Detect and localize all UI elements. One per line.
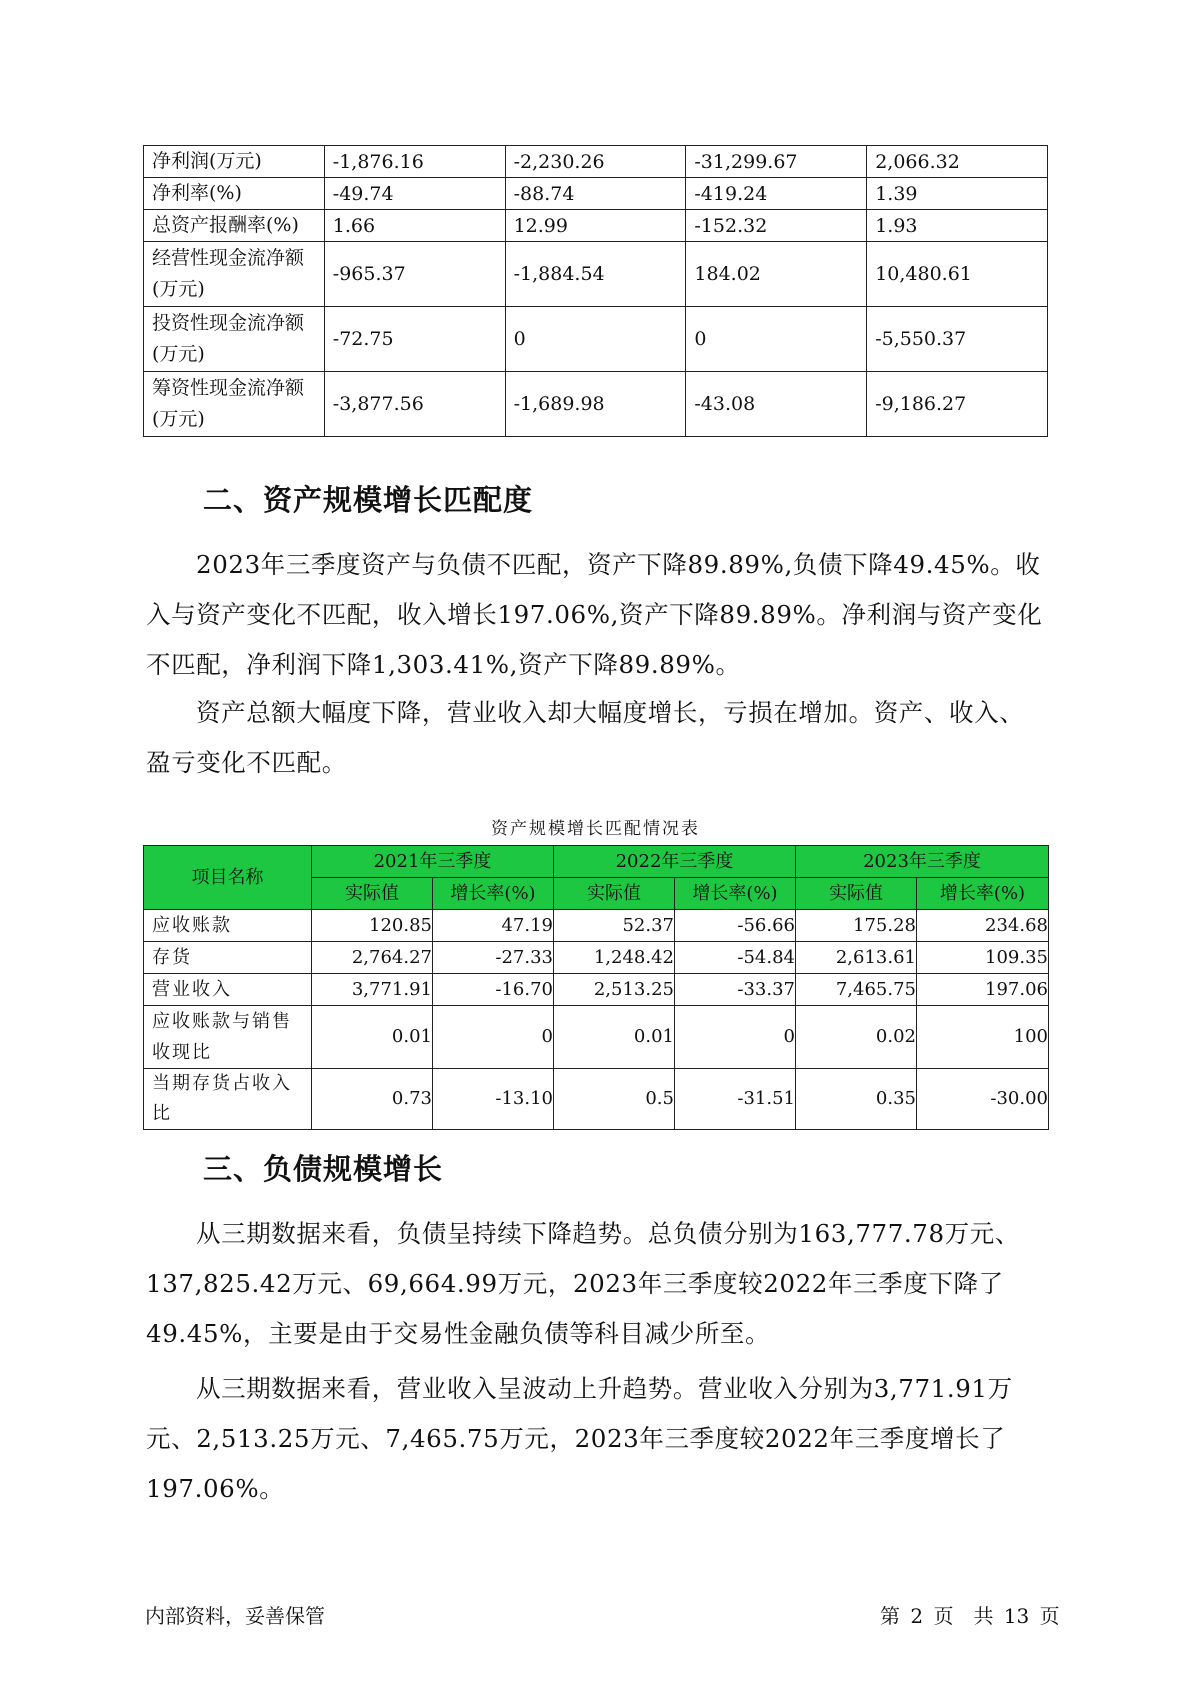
table-cell: 0	[686, 307, 867, 372]
paragraph: 2023年三季度资产与负债不匹配，资产下降89.89%,负债下降49.45%。收入与资产变化不匹配，收入增长197.06%,资产下降89.89%。净利润与资产变化不匹配，净利润下降1,303.41%,资产下降89.89%。	[146, 550, 1043, 679]
asset-growth-match-table	[143, 845, 1049, 1130]
table-cell: 2,613.61	[796, 942, 917, 974]
table-cell: -1,689.98	[505, 372, 686, 437]
table-cell: 10,480.61	[867, 242, 1048, 307]
table-cell: 2,513.25	[554, 974, 675, 1006]
table-cell: -3,877.56	[324, 372, 505, 437]
table-cell: 0	[433, 1006, 554, 1069]
table-cell: -9,186.27	[867, 372, 1048, 437]
table-cell: 47.19	[433, 910, 554, 942]
row-label: 应收账款	[144, 910, 312, 942]
table-cell: 0	[505, 307, 686, 372]
table-cell: 1.66	[324, 210, 505, 242]
table-cell: 1,248.42	[554, 942, 675, 974]
table-row	[144, 242, 1048, 307]
table-row	[144, 178, 1048, 210]
header-actual: 实际值	[554, 878, 675, 910]
table-cell: 1.39	[867, 178, 1048, 210]
financial-indicators-table	[143, 145, 1048, 437]
table-cell: -56.66	[675, 910, 796, 942]
row-label: 筹资性现金流净额(万元)	[144, 372, 325, 437]
section-heading: 三、负债规模增长	[203, 1152, 444, 1186]
table-cell: -1,884.54	[505, 242, 686, 307]
table-cell: -54.84	[675, 942, 796, 974]
table-cell: -1,876.16	[324, 146, 505, 178]
table-cell: 197.06	[917, 974, 1049, 1006]
table-cell: 120.85	[312, 910, 433, 942]
table-cell: 0.02	[796, 1006, 917, 1069]
row-label: 营业收入	[144, 974, 312, 1006]
table-cell: 3,771.91	[312, 974, 433, 1006]
table-cell: 2,764.27	[312, 942, 433, 974]
table-cell: 1.93	[867, 210, 1048, 242]
page-number: 第 2 页 共 13 页	[880, 1604, 1060, 1628]
paragraph: 资产总额大幅度下降，营业收入却大幅度增长，亏损在增加。资产、收入、盈亏变化不匹配。	[146, 698, 1025, 777]
table-cell: -965.37	[324, 242, 505, 307]
footer-confidential-note: 内部资料，妥善保管	[145, 1604, 325, 1628]
table-cell: -419.24	[686, 178, 867, 210]
row-label: 净利润(万元)	[144, 146, 325, 178]
header-growth: 增长率(%)	[433, 878, 554, 910]
table-cell: 234.68	[917, 910, 1049, 942]
table-header-row	[144, 846, 1049, 878]
table-row	[144, 372, 1048, 437]
table-cell: 0	[675, 1006, 796, 1069]
table-cell: -72.75	[324, 307, 505, 372]
row-label: 应收账款与销售收现比	[144, 1006, 312, 1069]
table-row	[144, 307, 1048, 372]
table-cell: -31.51	[675, 1069, 796, 1130]
row-label: 当期存货占收入比	[144, 1069, 312, 1130]
table-cell: -88.74	[505, 178, 686, 210]
row-label: 经营性现金流净额(万元)	[144, 242, 325, 307]
table-cell: 100	[917, 1006, 1049, 1069]
row-label: 存货	[144, 942, 312, 974]
table-cell: -152.32	[686, 210, 867, 242]
table-cell: 175.28	[796, 910, 917, 942]
table-cell: 0.35	[796, 1069, 917, 1130]
table-row	[144, 1006, 1049, 1069]
table-cell: -31,299.67	[686, 146, 867, 178]
table-cell: 7,465.75	[796, 974, 917, 1006]
table-cell: -43.08	[686, 372, 867, 437]
table-row	[144, 146, 1048, 178]
table-cell: -16.70	[433, 974, 554, 1006]
table-cell: -33.37	[675, 974, 796, 1006]
table-row	[144, 1069, 1049, 1130]
table-row	[144, 210, 1048, 242]
row-label: 净利率(%)	[144, 178, 325, 210]
table-cell: 184.02	[686, 242, 867, 307]
table-cell: -13.10	[433, 1069, 554, 1130]
header-actual: 实际值	[796, 878, 917, 910]
table-cell: -49.74	[324, 178, 505, 210]
row-label: 投资性现金流净额(万元)	[144, 307, 325, 372]
table-cell: 2,066.32	[867, 146, 1048, 178]
row-label: 总资产报酬率(%)	[144, 210, 325, 242]
header-growth: 增长率(%)	[675, 878, 796, 910]
table-cell: -2,230.26	[505, 146, 686, 178]
table-row	[144, 942, 1049, 974]
header-growth: 增长率(%)	[917, 878, 1049, 910]
header-period: 2023年三季度	[796, 846, 1049, 878]
header-actual: 实际值	[312, 878, 433, 910]
table-cell: -30.00	[917, 1069, 1049, 1130]
table-row	[144, 910, 1049, 942]
paragraph: 从三期数据来看，营业收入呈波动上升趋势。营业收入分别为3,771.91万元、2,513.25万元、7,465.75万元，2023年三季度较2022年三季度增长了197.06%。	[146, 1374, 1013, 1503]
table-cell: 0.01	[554, 1006, 675, 1069]
table-cell: 52.37	[554, 910, 675, 942]
table-cell: 0.73	[312, 1069, 433, 1130]
table-row	[144, 974, 1049, 1006]
table-cell: 12.99	[505, 210, 686, 242]
table-cell: -5,550.37	[867, 307, 1048, 372]
header-period: 2022年三季度	[554, 846, 796, 878]
paragraph: 从三期数据来看，负债呈持续下降趋势。总负债分别为163,777.78万元、137,825.42万元、69,664.99万元，2023年三季度较2022年三季度下降了49.45%，主要是由于交易性金融负债等科目减少所至。	[146, 1219, 1020, 1348]
table-cell: 109.35	[917, 942, 1049, 974]
table-cell: 0.5	[554, 1069, 675, 1130]
header-period: 2021年三季度	[312, 846, 554, 878]
section-heading: 二、资产规模增长匹配度	[203, 483, 534, 517]
table-cell: 0.01	[312, 1006, 433, 1069]
table-cell: -27.33	[433, 942, 554, 974]
table-caption: 资产规模增长匹配情况表	[491, 819, 700, 839]
header-item-name: 项目名称	[144, 846, 312, 910]
